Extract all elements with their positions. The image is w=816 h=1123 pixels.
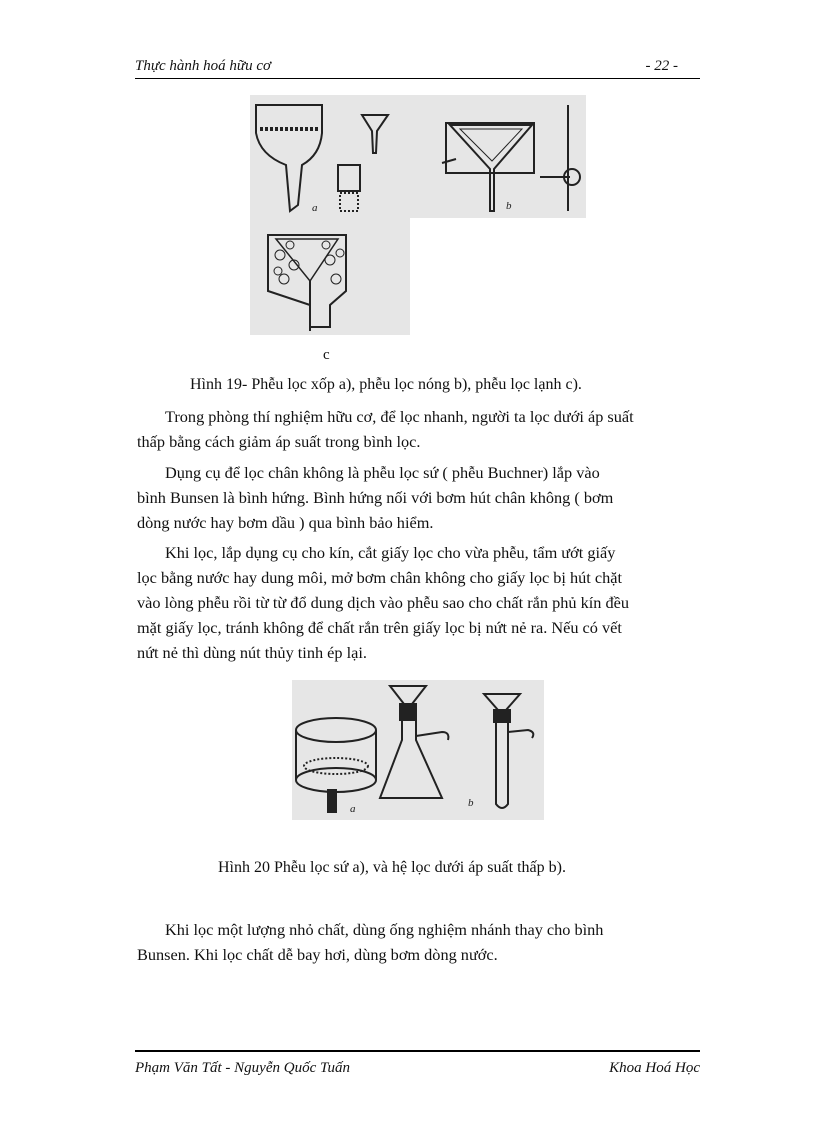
- paragraph-line: Trong phòng thí nghiệm hữu cơ, để lọc nhanh, người ta lọc dưới áp suất: [165, 407, 634, 426]
- paragraph-line: Khi lọc một lượng nhỏ chất, dùng ống nghiệm nhánh thay cho bình: [165, 920, 604, 939]
- figure-20: [292, 680, 544, 820]
- figure-19: [250, 95, 586, 335]
- running-title: Thực hành hoá hữu cơ: [135, 58, 272, 74]
- paragraph-line: mặt giấy lọc, tránh không để chất rắn trên giấy lọc bị nứt nẻ ra. Nếu có vết: [137, 618, 622, 637]
- paragraph-line: lọc bằng nước hay dung môi, mở bơm chân không cho giấy lọc bị hút chặt: [137, 568, 623, 587]
- paragraph-line: Dụng cụ để lọc chân không là phễu lọc sứ ( phễu Buchner) lắp vào: [165, 463, 600, 482]
- footer-authors: Phạm Văn Tất - Nguyễn Quốc Tuấn: [135, 1060, 350, 1076]
- page-number: - 22 -: [645, 58, 678, 74]
- paragraph-3: [137, 540, 697, 665]
- paragraph-line: Bunsen. Khi lọc chất dễ bay hơi, dùng bơm dòng nước.: [137, 945, 498, 964]
- figure-19-caption: Hình 19- Phễu lọc xốp a), phễu lọc nóng b), phễu lọc lạnh c).: [190, 376, 582, 393]
- porous-funnel-drawing: [256, 105, 388, 211]
- paragraph-line: dòng nước hay bơm dầu ) qua bình bảo hiểm.: [137, 513, 434, 532]
- fig19-label-b: b: [506, 200, 512, 212]
- paragraph-2: [137, 460, 697, 535]
- side-arm-tube-drawing: [484, 694, 533, 808]
- figure-20-caption: Hình 20 Phễu lọc sứ a), và hệ lọc dưới áp suất thấp b).: [218, 859, 566, 876]
- fig20-label-a: a: [350, 803, 356, 815]
- footer-department: Khoa Hoá Học: [609, 1060, 700, 1076]
- buchner-funnel-drawing: [296, 718, 376, 812]
- paragraph-4: [137, 917, 697, 967]
- paragraph-line: nứt nẻ thì dùng nút thủy tinh ép lại.: [137, 643, 367, 662]
- cold-funnel-drawing: [268, 235, 346, 331]
- paragraph-line: thấp bằng cách giảm áp suất trong bình lọc.: [137, 432, 421, 451]
- paragraph-1: [137, 404, 697, 454]
- fig20-label-b: b: [468, 797, 474, 809]
- page-footer: [135, 1050, 700, 1082]
- hot-funnel-drawing: [442, 105, 580, 211]
- fig19-label-a: a: [312, 202, 318, 214]
- figure-20-drawing: [292, 680, 544, 820]
- bunsen-flask-drawing: [380, 686, 448, 798]
- page-header: [135, 58, 700, 79]
- paragraph-line: vào lòng phễu rồi từ từ đổ dung dịch vào phễu sao cho chất rắn phủ kín đều: [137, 593, 629, 612]
- paragraph-line: bình Bunsen là bình hứng. Bình hứng nối với bơm hút chân không ( bơm: [137, 488, 614, 507]
- paragraph-line: Khi lọc, lắp dụng cụ cho kín, cắt giấy lọc cho vừa phễu, tẩm ướt giấy: [165, 543, 616, 562]
- figure-19-drawing: [250, 95, 586, 335]
- figure-19-part-c-label: c: [323, 347, 330, 363]
